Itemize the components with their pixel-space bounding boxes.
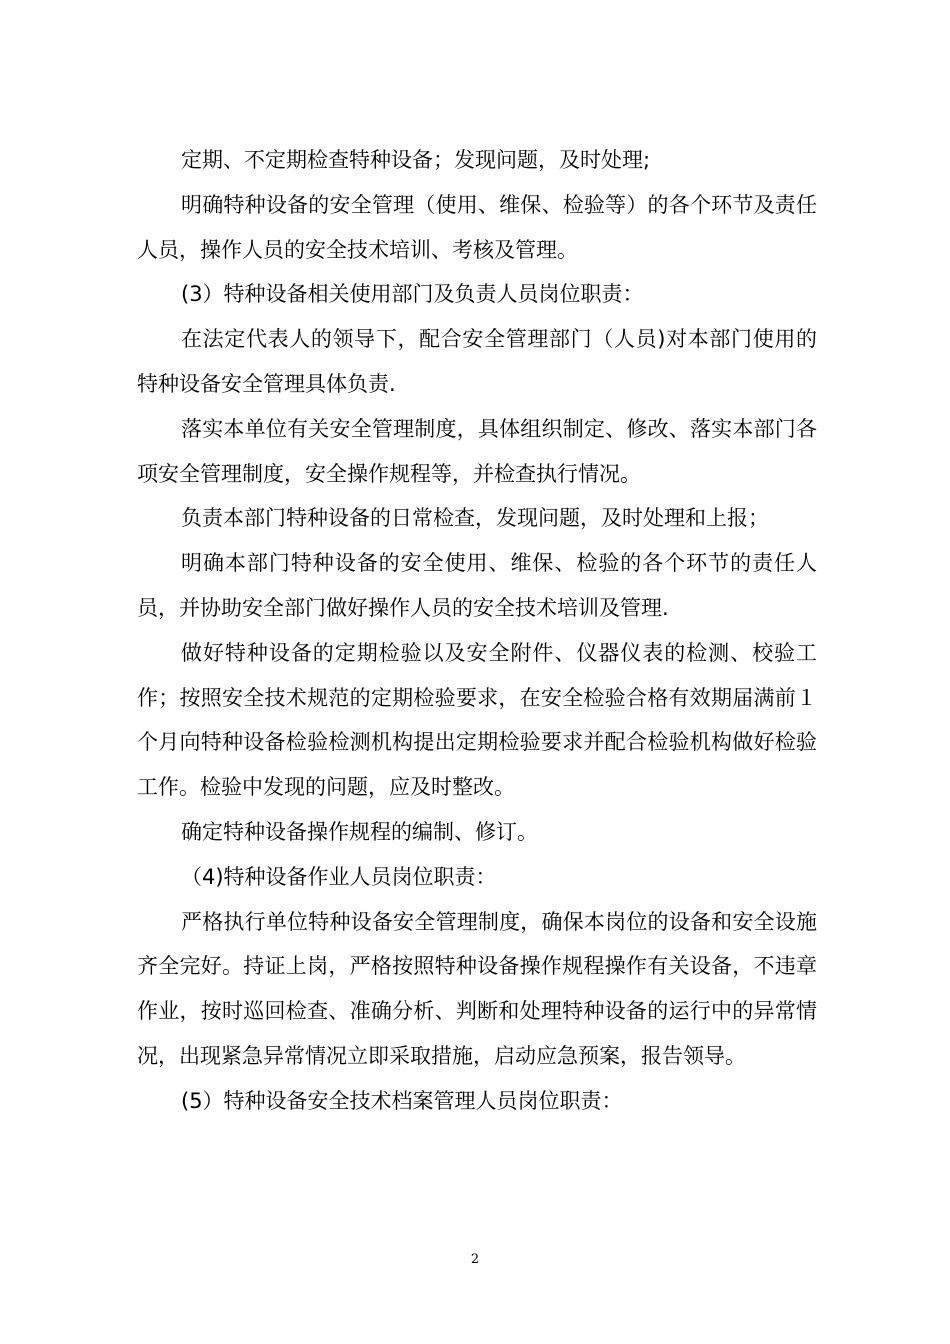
heading-operator-duties: （4)特种设备作业人员岗位职责： [181, 864, 497, 889]
paragraph-legal-representative: 在法定代表人的领导下，配合安全管理部门（人员)对本部门使用的特种设备安全管理具体负责. [137, 327, 817, 396]
page-number: 2 [470, 1252, 480, 1267]
paragraph-periodic-inspection: 做好特种设备的定期检验以及安全附件、仪器仪表的检测、校验工作；按照安全技术规范的定期检验要求，在安全检验合格有效期届满前１个月向特种设备检验检测机构提出定期检验要求并配合检验机构做好检验工作。检验中发现的问题，应及时整改。 [137, 640, 817, 800]
paragraph-department-chain: 明确本部门特种设备的安全使用、维保、检验的各个环节的责任人员，并协助安全部门做好操作人员的安全技术培训及管理. [137, 551, 817, 620]
heading-archive-duties: (5）特种设备安全技术档案管理人员岗位职责： [181, 1088, 623, 1113]
paragraph-operating-procedures: 确定特种设备操作规程的编制、修订。 [181, 819, 538, 844]
heading-department-duties: (3）特种设备相关使用部门及负责人员岗位职责： [181, 282, 644, 307]
paragraph-daily-check: 负责本部门特种设备的日常检查，发现问题，及时处理和上报； [181, 506, 769, 531]
paragraph-responsibility-chain: 明确特种设备的安全管理（使用、维保、检验等）的各个环节及责任人员，操作人员的安全技术培训、考核及管理。 [137, 192, 817, 262]
paragraph-inspection: 定期、不定期检查特种设备；发现问题，及时处理; [181, 148, 651, 172]
paragraph-implement-rules: 落实本单位有关安全管理制度，具体组织制定、修改、落实本部门各项安全管理制度，安全操作规程等，并检查执行情况。 [137, 416, 817, 486]
body-text [137, 138, 817, 1124]
paragraph-operator-rules: 严格执行单位特种设备安全管理制度，确保本岗位的设备和安全设施齐全完好。持证上岗，严格按照特种设备操作规程操作有关设备，不违章作业，按时巡回检查、准确分析、判断和处理特种设备的运行中的异常情况，出现紧急异常情况立即采取措施，启动应急预案，报告领导。 [137, 909, 817, 1068]
